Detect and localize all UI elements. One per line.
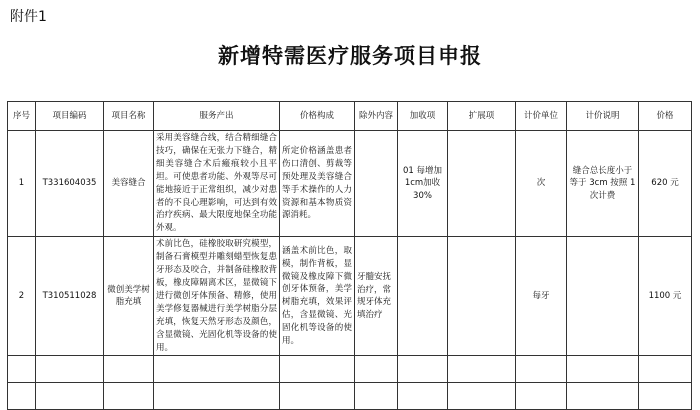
cell-exclusion: 牙髓安抚治疗，常规牙体充填治疗 — [355, 237, 398, 356]
col-header-output: 服务产出 — [154, 102, 280, 131]
cell-extension — [448, 237, 516, 356]
col-header-name: 项目名称 — [104, 102, 154, 131]
empty-row — [8, 383, 692, 410]
cell-note — [567, 237, 639, 356]
col-header-code: 项目编码 — [36, 102, 104, 131]
cell-surcharge: 01 每增加1cm加收 30% — [398, 131, 448, 237]
cell-extension — [448, 131, 516, 237]
col-header-note: 计价说明 — [567, 102, 639, 131]
col-header-extension: 扩展项 — [448, 102, 516, 131]
cell-unit: 次 — [516, 131, 567, 237]
cell-note: 缝合总长度小于等于 3cm 按照 1次计费 — [567, 131, 639, 237]
cell-no: 2 — [8, 237, 36, 356]
attachment-label: 附件1 — [10, 9, 47, 25]
header-row — [8, 102, 692, 131]
col-header-no: 序号 — [8, 102, 36, 131]
page-title: 新增特需医疗服务项目申报 — [218, 44, 482, 68]
col-header-composition: 价格构成 — [280, 102, 355, 131]
cell-price: 620 元 — [639, 131, 692, 237]
cell-no: 1 — [8, 131, 36, 237]
cell-code: T310511028 — [36, 237, 104, 356]
col-header-price: 价格 — [639, 102, 692, 131]
cell-composition: 涵盖术前比色，取模，制作背板，显微镜及橡皮障下微创牙体预备，美学树脂充填，效果评估，含显微镜、光固化机等设备的使用。 — [280, 237, 355, 356]
empty-row — [8, 356, 692, 383]
col-header-unit: 计价单位 — [516, 102, 567, 131]
table-row — [8, 131, 692, 237]
cell-name: 美容缝合 — [104, 131, 154, 237]
cell-composition: 所定价格涵盖患者伤口清创、剪裁等预处理及美容缝合等手术操作的人力资源和基本物质资源消耗。 — [280, 131, 355, 237]
col-header-surcharge: 加收项 — [398, 102, 448, 131]
col-header-exclusion: 除外内容 — [355, 102, 398, 131]
table-row — [8, 237, 692, 356]
cell-exclusion — [355, 131, 398, 237]
cell-output: 术前比色，硅橡胶取研究模型，制备石膏模型并雕刻蜡型恢复患牙形态及咬合，并制备硅橡胶背板，橡皮障隔离术区，显微镜下进行微创牙体预备、精修，使用美学修复器械进行美学树脂分层充填，恢复天然牙形态及颜色，含显微镜、光固化机等设备的使用。 — [154, 237, 280, 356]
cell-price: 1100 元 — [639, 237, 692, 356]
cell-output: 采用美容缝合线，结合精细缝合技巧，确保在无张力下缝合，精细美容缝合术后瘢痕较小且平坦。可使患者功能、外观等尽可能地接近于正常组织，减少对患者的不良心理影响，可达到有效治疗疾病、最大限度地保全功能外观。 — [154, 131, 280, 237]
cell-name: 微创美学树脂充填 — [104, 237, 154, 356]
cell-code: T331604035 — [36, 131, 104, 237]
project-table — [7, 101, 692, 410]
cell-unit: 每牙 — [516, 237, 567, 356]
cell-surcharge — [398, 237, 448, 356]
